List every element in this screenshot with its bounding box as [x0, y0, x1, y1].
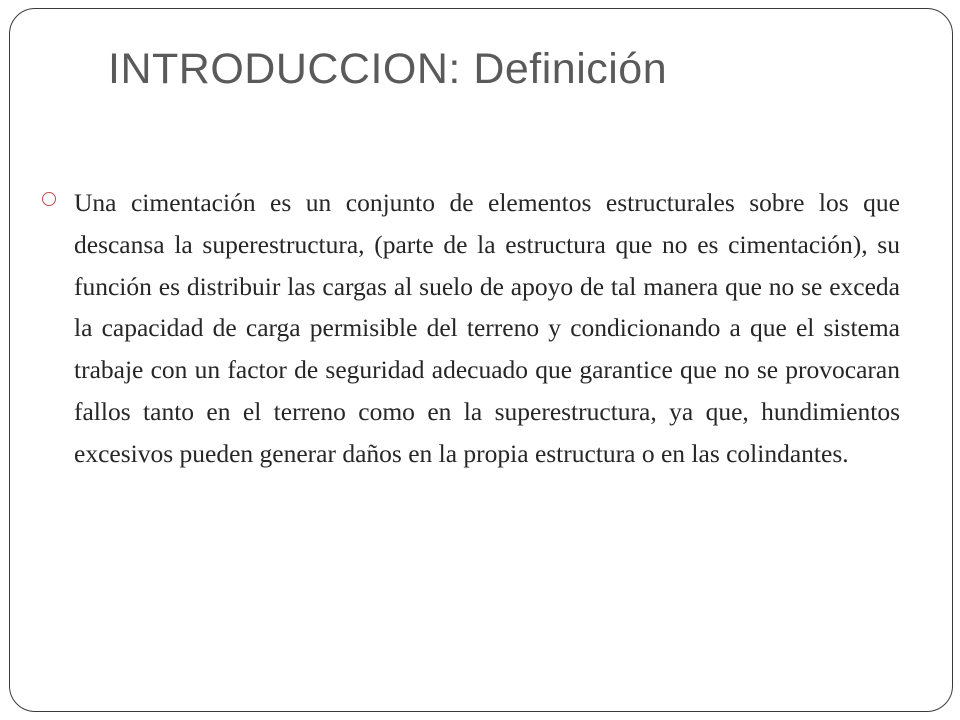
- bullet-item: [42, 182, 900, 475]
- slide-title: INTRODUCCION: Definición: [108, 45, 668, 93]
- bullet-text: Una cimentación es un conjunto de elementos estructurales sobre los que descansa la superestructura, (parte de la estructura que no es cimentación), su función es distribuir las cargas al suelo de apoyo de tal manera que no se exceda la capacidad de carga permisible del terreno y condicionando a que el sistema trabaje con un factor de seguridad adecuado que garantice que no se provocaran fallos tanto en el terreno como en la superestructura, ya que, hundimientos excesivos pueden generar daños en la propia estructura o en las colindantes.: [74, 188, 900, 468]
- hollow-circle-bullet-icon: [42, 192, 56, 206]
